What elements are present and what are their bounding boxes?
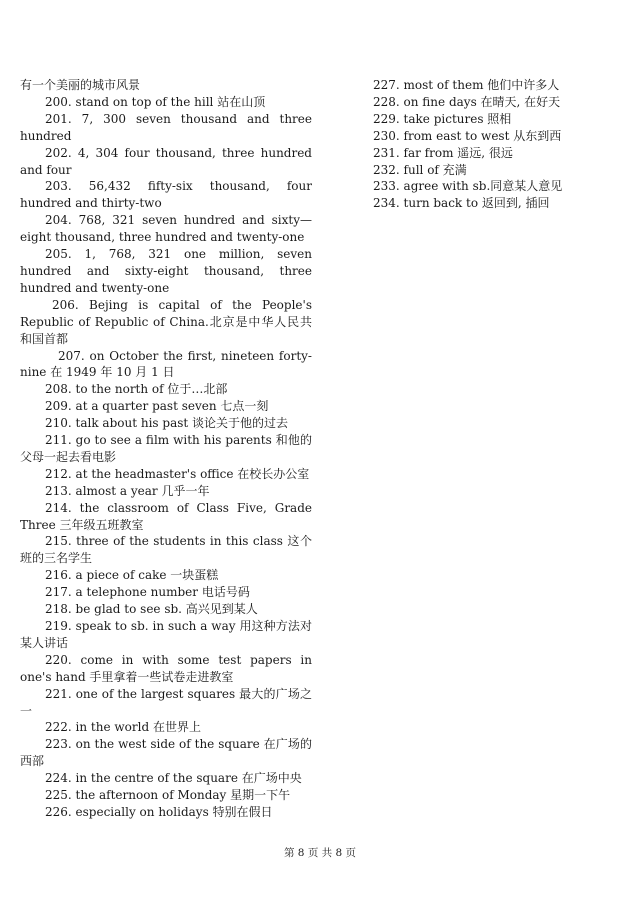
- entry-205: 205. 1, 768, 321 one million, seven hundred and sixty-eight thousand, three hundred and twenty-one: [20, 247, 312, 295]
- entry-211: 211. go to see a film with his parents 和他的父母一起去看电影: [20, 433, 312, 464]
- entry-207: 207. on October the first, nineteen forty-nine 在 1949 年 10 月 1 日: [20, 348, 312, 380]
- entry-223: 223. on the west side of the square 在广场的西部: [20, 737, 312, 769]
- entry-228: 228. on fine days 在晴天, 在好天: [373, 94, 561, 109]
- entry-210: 210. talk about his past 谈论关于他的过去: [45, 416, 289, 431]
- entry-220: 220. come in with some test papers in one's hand 手里拿着一些试卷走进教室: [20, 652, 312, 684]
- entry-201: 201. 7, 300 seven thousand and three hundred: [20, 111, 312, 143]
- entry-234: 234. turn back to 返回到, 插回: [373, 196, 550, 211]
- entry-214: 214. the classroom of Class Five, Grade Three 三年级五班教室: [20, 500, 312, 532]
- entry-232: 232. full of 充满: [373, 162, 467, 177]
- entry-221: 221. one of the largest squares 最大的广场之一: [20, 686, 312, 718]
- entry-204: 204. 768, 321 seven hundred and sixty—eight thousand, three hundred and twenty-one: [20, 213, 312, 245]
- right-column: [363, 77, 621, 212]
- entry-203: 203. 56,432 fifty-six thousand, four hundred and thirty-two: [20, 179, 312, 211]
- entry-208: 208. to the north of 位于…北部: [45, 382, 228, 397]
- entry-217: 217. a telephone number 电话号码: [45, 585, 250, 600]
- section-heading: 有一个美丽的城市风景: [20, 78, 141, 92]
- entry-213: 213. almost a year 几乎一年: [45, 483, 210, 498]
- entry-202: 202. 4, 304 four thousand, three hundred and four: [20, 145, 312, 177]
- entry-222: 222. in the world 在世界上: [45, 720, 201, 735]
- entry-218: 218. be glad to see sb. 高兴见到某人: [45, 602, 258, 617]
- left-column: [20, 77, 312, 821]
- entry-225: 225. the afternoon of Monday 星期一下午: [45, 788, 291, 803]
- entry-227: 227. most of them 他们中许多人: [373, 78, 560, 92]
- entry-212: 212. at the headmaster's office 在校长办公室: [45, 466, 310, 481]
- entry-230: 230. from east to west 从东到西: [373, 128, 562, 143]
- entry-200: 200. stand on top of the hill 站在山顶: [45, 94, 266, 109]
- entry-209: 209. at a quarter past seven 七点一刻: [45, 399, 269, 414]
- entry-224: 224. in the centre of the square 在广场中央: [45, 771, 302, 786]
- entry-233: 233. agree with sb.同意某人意见: [373, 179, 563, 194]
- entry-229: 229. take pictures 照相: [373, 111, 512, 126]
- entry-216: 216. a piece of cake 一块蛋糕: [45, 568, 219, 583]
- entry-226: 226. especially on holidays 特别在假日: [45, 804, 273, 819]
- page-footer: 第 8 页 共 8 页: [283, 847, 357, 859]
- entry-231: 231. far from 遥远, 很远: [373, 145, 513, 160]
- entry-206: 206. Bejing is capital of the People's Republic of Republic of China.北京是中华人民共和国首都: [20, 297, 312, 346]
- entry-219: 219. speak to sb. in such a way 用这种方法对某人讲话: [20, 619, 312, 650]
- entry-215: 215. three of the students in this class 这个班的三名学生: [20, 534, 312, 566]
